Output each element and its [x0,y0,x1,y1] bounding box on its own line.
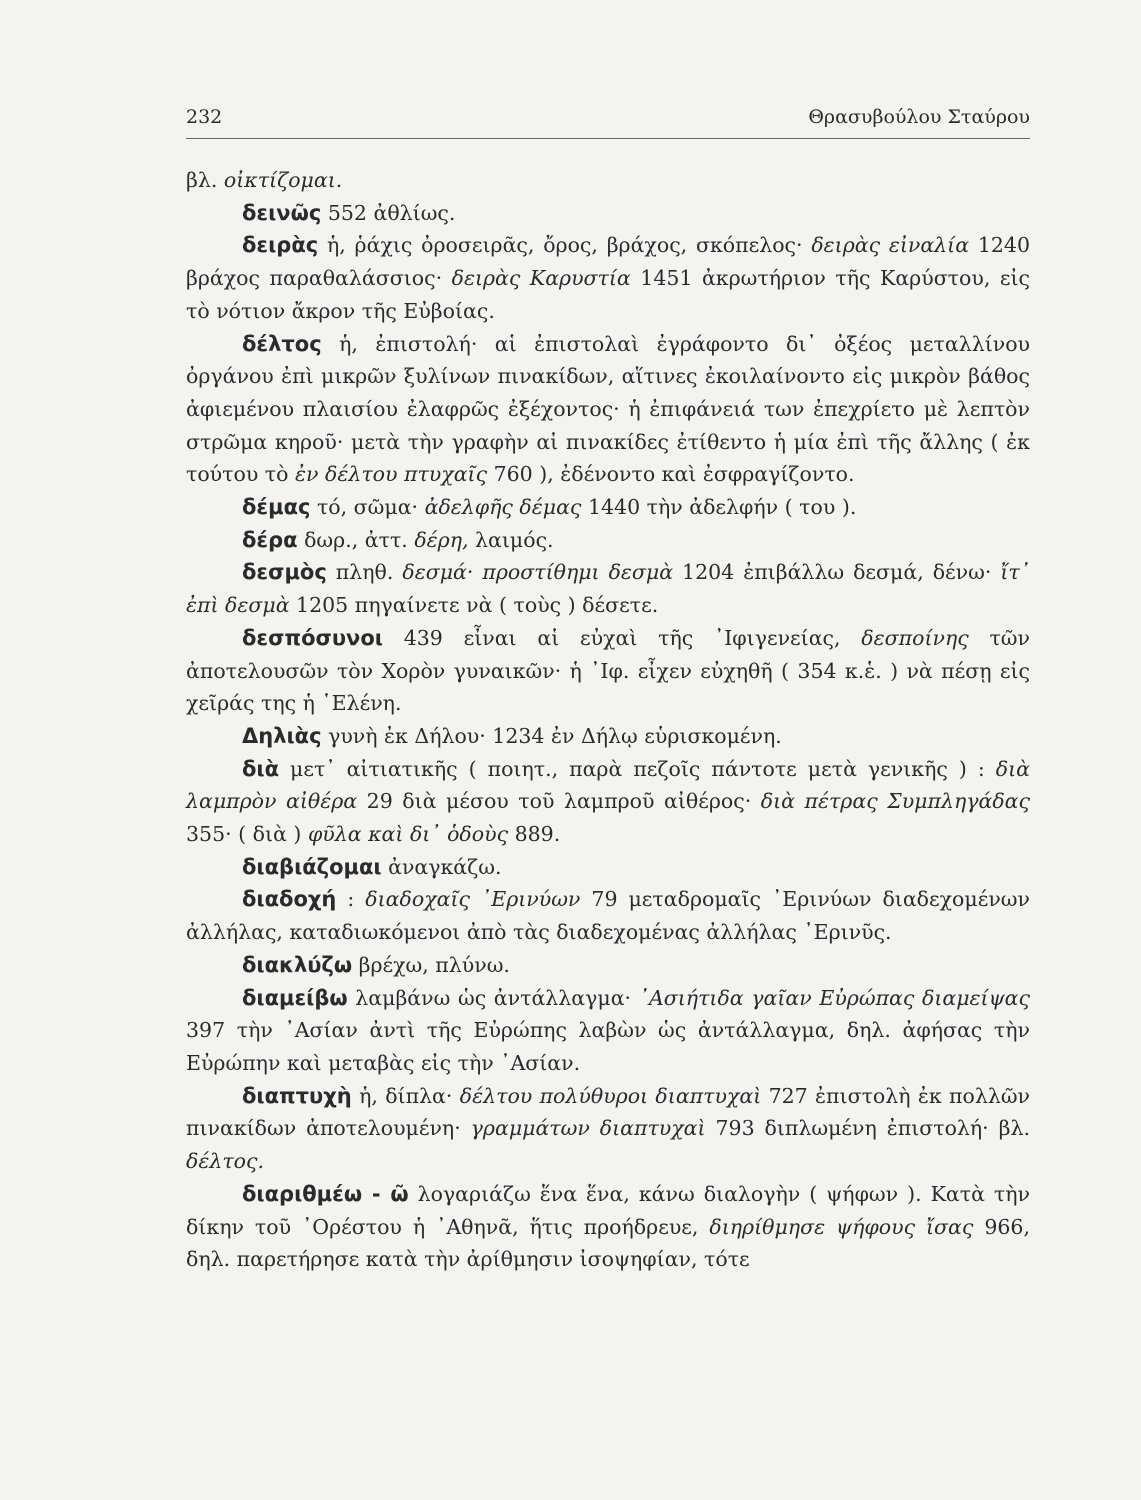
definition-text: 1240 βράχος παραθαλάσσιος· [186,233,1030,291]
headword: δεινῶς [242,200,322,225]
definition-text: τό, σῶμα· [310,495,425,520]
definition-text: 1451 ἀκρωτήριον τῆς Καρύστου, εἰς τὸ νότιον ἄκρον τῆς Εὐβοίας. [186,266,1030,323]
quotation: δέλτου πολύθυροι διαπτυχαὶ [459,1083,762,1108]
definition-text: 397 τὴν ᾽Ασίαν ἀντὶ τῆς Εὐρώπης λαβὼν ὡς ἀντάλλαγμα, δηλ. ἀφήσας τὴν Εὐρώπην καὶ μεταβὰς εἰς τὴν ᾽Ασίαν. [186,1018,1030,1075]
definition-text: 439 εἶναι αἱ εὐχαὶ τῆς ᾽Ιφιγενείας, [382,625,862,650]
quotation: δειρὰς Καρυστία [451,266,631,291]
definition-text: 1204 ἐπιβάλλω δεσμά, δένω· [673,560,1001,585]
quotation: ἀδελφῆς δέμας [424,495,582,520]
glossary-entry [186,883,1030,948]
quotation: ᾽Ασιήτιδα γαῖαν Εὐρώπας διαμείψας [638,985,1030,1010]
glossary-entry [186,949,1030,982]
definition-text: λαιμός. [468,527,554,552]
glossary-entry [186,1080,1030,1178]
definition-text: 552 ἀθλίως. [321,200,456,225]
page-header [186,98,1030,139]
quotation: ἴτ᾽ ἐπὶ δεσμὰ [186,560,1030,618]
headword: διαβιάζομαι [242,854,382,879]
definition-text: 966, δηλ. παρετήρησε κατὰ τὴν ἀρίθμησιν ἰσοψηφίαν, τότε [186,1214,1030,1272]
definition-text: ἡ, ῥάχις ὀροσειρᾶς, ὄρος, βράχος, σκόπελος· [318,233,812,258]
definition-text: 79 μεταδρομαῖς ᾽Ερινύων διαδεχομένων ἀλλήλας, καταδιωκόμενοι ἀπὸ τὰς διαδεχομένας ἀλλήλας ᾽Ερινῦς. [186,887,1030,945]
glossary-entry [186,556,1030,621]
definition-text: 727 ἐπιστολὴ ἐκ πολλῶν πινακίδων ἀποτελουμένη· [186,1083,1030,1141]
quotation: διηρίθμησε ψήφους ἴσας [709,1214,974,1239]
definition-text: 1205 πηγαίνετε νὰ ( τοὺς ) δέσετε. [289,593,659,618]
glossary-entry [186,164,1030,197]
glossary-entry [186,524,1030,557]
headword: Δηλιὰς [242,723,322,748]
definition-text: : [336,887,366,912]
glossary-entry [186,328,1030,492]
headword: δέρα [242,527,298,552]
definition-text: γυνὴ ἐκ Δήλου· 1234 ἐν Δήλῳ εὑρισκομένη. [321,723,782,748]
headword: δέλτος [242,331,322,356]
quotation: δέρη, [414,527,469,552]
definition-text: 889. [508,822,561,847]
definition-text: λαμβάνω ὡς ἀντάλλαγμα· [347,985,639,1010]
glossary-entry [186,753,1030,851]
definition-text: ἡ, δίπλα· [351,1083,460,1108]
quotation: δεσποίνης [861,625,969,650]
headword: δεσμὸς [242,560,327,585]
headword: δεσπόσυνοι [242,625,383,650]
headword: διαδοχή [242,887,337,912]
glossary-entry [186,491,1030,524]
headword: δέμας [242,495,311,520]
quotation: ἐν δέλτου πτυχαῖς [295,462,488,487]
page-number: 232 [186,106,223,128]
headword: διαπτυχὴ [242,1083,352,1108]
glossary-entry [186,720,1030,753]
running-title: Θρασυβούλου Σταύρου [808,106,1030,128]
definition-text: πληθ. [326,560,403,585]
quotation: δεσμά· προστίθημι δεσμὰ [402,560,674,585]
glossary-entry [186,1178,1030,1276]
glossary-text [186,164,1030,1276]
definition-text: 793 διπλωμένη ἐπιστολή· βλ. [705,1116,1030,1141]
quotation: φῦλα καὶ δι᾽ ὁδοὺς [307,822,509,847]
glossary-entry [186,982,1030,1080]
glossary-entry [186,622,1030,720]
headword: διὰ [242,756,280,781]
glossary-entry [186,229,1030,327]
quotation: δειρὰς εἰναλία [811,233,970,258]
quotation: διαδοχαῖς ᾽Ερινύων [365,887,581,912]
quotation: οἰκτίζομαι. [223,168,343,192]
headword: διαριθμέω - ῶ [242,1181,409,1206]
quotation: δέλτος. [186,1149,265,1174]
headword: διακλύζω [242,952,353,977]
definition-text: 29 διὰ μέσου τοῦ λαμπροῦ αἰθέρος· [357,789,761,814]
definition-text: ἡ, ἐπιστολή· αἱ ἐπιστολαὶ ἐγράφοντο δι᾽ ὀξέος μεταλλίνου ὀργάνου ἐπὶ μικρῶν ξυλίνων πινακίδων, αἵτινες ἐκοιλαίνοντο εἰς μικρὸν βάθος ἀφιεμένου πλαισίου ἐλαφρῶς ἐξέχοντος· ἡ ἐπιφάνειά των ἐπεχρίετο μὲ λεπτὸν στρῶμα κηροῦ· μετὰ τὴν γραφὴν αἱ πινακίδες ἐτίθεντο ἡ μία ἐπὶ τῆς ἄλλης ( ἐκ τούτου τὸ [186,331,1030,487]
glossary-entry [186,851,1030,884]
quotation: διὰ λαμπρὸν αἰθέρα [186,756,1030,814]
definition-text: μετ᾽ αἰτιατικῆς ( ποιητ., παρὰ πεζοῖς πάντοτε μετὰ γενικῆς ) : [279,756,996,781]
quotation: γραμμάτων διαπτυχαὶ [470,1116,706,1141]
definition-text: 355· ( διὰ ) [186,822,308,847]
definition-text: βρέχω, πλύνω. [352,952,510,977]
quotation: διὰ πέτρας Συμπληγάδας [760,789,1030,814]
glossary-entry [186,197,1030,230]
headword: δειρὰς [242,233,319,258]
definition-text: τῶν ἀποτελουσῶν τὸν Χορὸν γυναικῶν· ἡ ᾽Ιφ. εἶχεν εὐχηθῆ ( 354 κ.ἑ. ) νὰ πέσῃ εἰς χεῖράς της ἡ ῾Ελένη. [186,625,1030,716]
definition-text: δωρ., ἀττ. [297,527,415,552]
headword: διαμείβω [242,985,348,1010]
definition-text: 760 ), ἐδένοντο καὶ ἐσφραγίζοντο. [487,462,855,487]
definition-text: λογαριάζω ἕνα ἕνα, κάνω διαλογὴν ( ψήφων ). Κατὰ τὴν δίκην τοῦ ᾽Ορέστου ἡ ᾽Αθηνᾶ, ἥτις προήδρευε, [186,1181,1030,1239]
definition-text: 1440 τὴν ἀδελφήν ( του ). [581,495,857,520]
definition-text: ἀναγκάζω. [381,854,502,879]
definition-text: βλ. [186,168,224,192]
